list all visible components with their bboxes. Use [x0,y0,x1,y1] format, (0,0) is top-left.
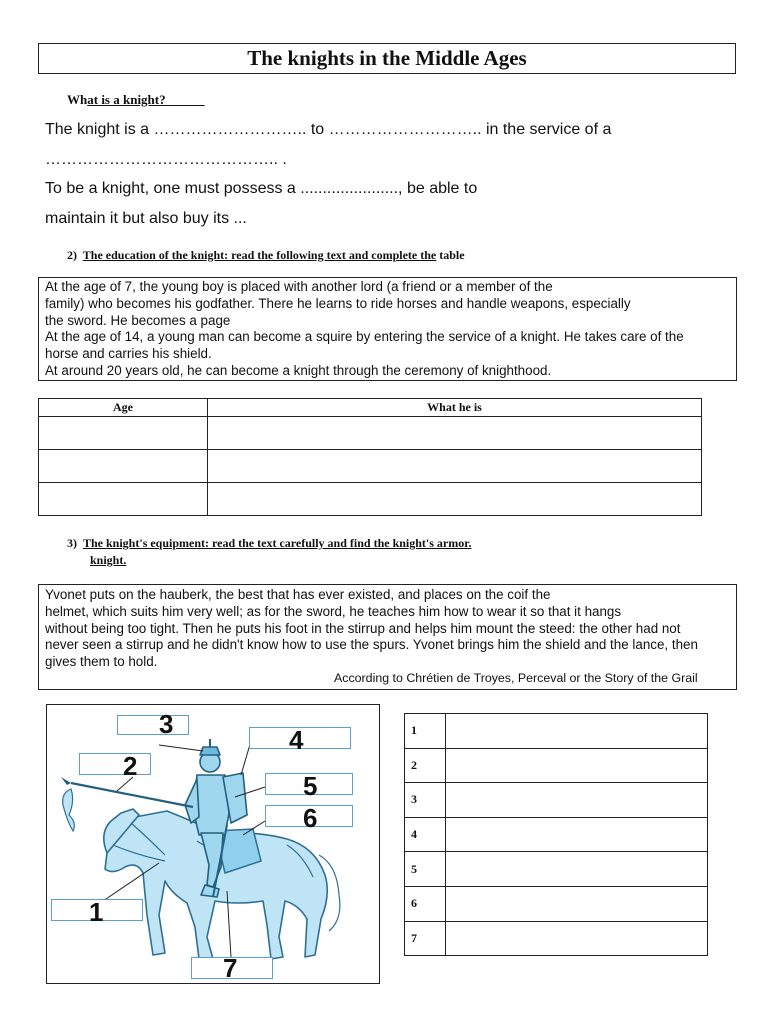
fill-in-line-4: maintain it but also buy its ... [45,210,247,227]
row-number: 2 [405,748,446,783]
citation: According to Chrétien de Troyes, Perceval or the Story of the Grail [334,670,698,685]
row-number: 5 [405,852,446,887]
role-answer-cell[interactable] [208,450,702,483]
table-row [405,783,708,818]
education-text-box [38,277,737,381]
age-answer-cell[interactable] [39,417,208,450]
label-number-2: 2 [123,751,138,781]
table-row [405,852,708,887]
table-row [39,483,702,516]
label-box-2[interactable] [79,753,151,775]
equipment-text-line: without being too tight. Then he puts his foot in the stirrup and helps him mount the steed: the other had not [45,620,681,636]
armor-answer-cell[interactable] [446,783,708,818]
label-number-7: 7 [223,953,238,983]
worksheet-title: The knights in the Middle Ages [38,43,736,74]
armor-answer-cell[interactable] [446,921,708,956]
label-number-3: 3 [159,709,174,739]
question-2-heading [67,248,465,263]
role-answer-cell[interactable] [208,417,702,450]
knight-illustration-frame [46,704,380,984]
age-column-header: Age [39,399,208,417]
q3-number: 3) [67,536,77,550]
equipment-text-line: Yvonet puts on the hauberk, the best that has ever existed, and places on the coif the [45,587,551,602]
what-he-is-column-header: What he is [208,399,702,417]
q2-heading-underlined: The education of the knight: read the following text and complete the [82,248,437,262]
q3-heading-line-1: The knight's equipment: read the text carefully and find the knight's armor. [83,536,472,550]
row-number: 6 [405,886,446,921]
label-box-3[interactable] [117,715,189,735]
label-number-5: 5 [303,771,318,801]
table-row [405,921,708,956]
table-row [39,417,702,450]
row-number: 7 [405,921,446,956]
label-number-4: 4 [289,725,304,755]
role-answer-cell[interactable] [208,483,702,516]
table-row [405,714,708,749]
equipment-text-box [38,584,737,690]
age-answer-cell[interactable] [39,450,208,483]
fill-in-line-2: …………………………………….. . [45,151,287,168]
armor-answer-cell[interactable] [446,817,708,852]
age-table [38,398,702,516]
row-number: 1 [405,714,446,749]
armor-answer-cell[interactable] [446,714,708,749]
row-number: 3 [405,783,446,818]
fill-in-line-1: The knight is a ……………………….. to ……………………….. in the service of a [45,121,612,138]
education-text-line: the sword. He becomes a page [45,312,231,328]
q3-heading-line-2: knight. [90,553,127,567]
question-3-heading-continued [90,553,161,568]
table-row [405,817,708,852]
q1-heading-prefix: Wh [67,92,88,107]
question-3-heading [67,536,656,551]
row-number: 4 [405,817,446,852]
label-number-1: 1 [89,897,104,927]
education-text-line: At around 20 years old, he can become a knight through the ceremony of knighthood. [45,362,552,378]
equipment-text-line: never seen a stirrup and he didn't know how to use the spurs. Yvonet brings him the shield and the lance, then [45,637,698,653]
q1-heading-underlined: at is a knight? [87,92,166,107]
age-answer-cell[interactable] [39,483,208,516]
question-1-heading [67,92,205,108]
education-text-line: At the age of 14, a young man can become a squire by entering the service of a knight. He takes care of the [45,329,684,345]
q2-heading-end: table [439,248,465,262]
armor-answer-cell[interactable] [446,748,708,783]
equipment-text-line: helmet, which suits him very well; as for the sword, he teaches him how to wear it so that it hangs [45,603,622,619]
q2-number: 2) [67,248,77,262]
armor-answer-cell[interactable] [446,852,708,887]
table-row [405,886,708,921]
label-number-6: 6 [303,803,318,833]
armor-answer-table [404,713,708,956]
table-row [405,748,708,783]
equipment-text-line: gives them to hold. [45,654,158,670]
education-text-line: At the age of 7, the young boy is placed with another lord (a friend or a member of the [45,279,553,294]
education-text-line: family) who becomes his godfather. There he learns to ride horses and handle weapons, especially [45,295,631,311]
education-text-line: horse and carries his shield. [45,346,212,362]
armor-answer-cell[interactable] [446,886,708,921]
fill-in-line-3: To be a knight, one must possess a ......................, be able to [45,180,478,197]
table-row [39,450,702,483]
